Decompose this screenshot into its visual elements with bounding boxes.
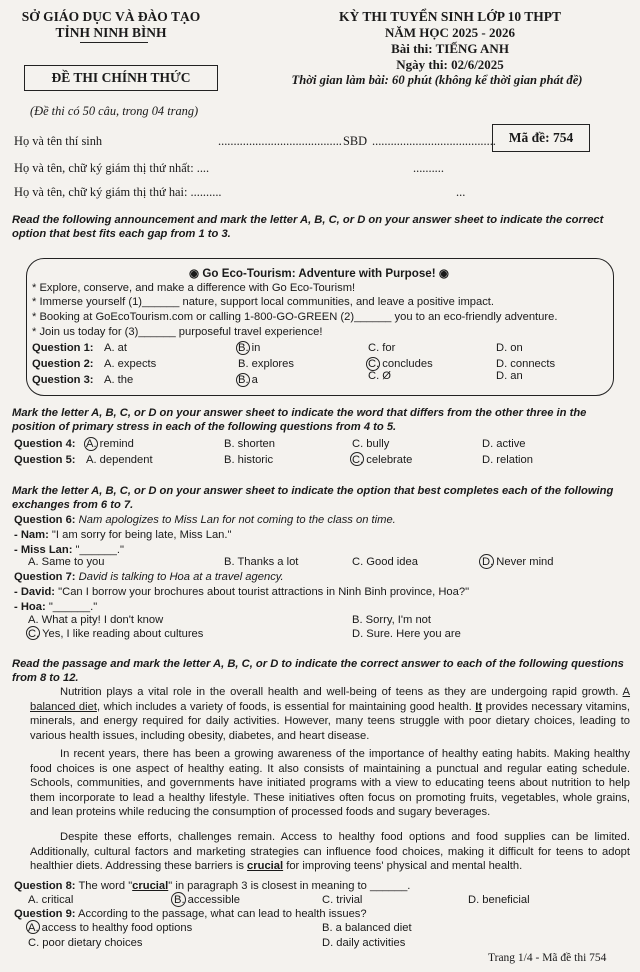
q6-label: Question 6:	[14, 514, 76, 526]
passage-paragraph-2: In recent years, there has been a growing awareness of the importance of healthy eating habits. Making healthy food choices is one aspect of healthy eating. It also consists of maintaining a punctual and regular eating schedule. Schools, communities, and governments have initiated programs with a view to educating teens about nutrition to help them incorporate to lead a healthy lifestyle. These initiatives often focus on promoting fruits, vegetables, whole grains, and lean proteins while reducing the consumption of processed foods and sugary beverages.	[30, 748, 630, 819]
underlined-pronoun: It	[475, 700, 483, 713]
section2-instruction: Mark the letter A, B, C, or D on your answer sheet to indicate the word that differs from the other three in the position of primary stress in each of the following questions from 4 to 5.	[12, 407, 587, 433]
q3-option-d: D. an	[496, 370, 523, 382]
proctor1-dots: ..........	[413, 161, 444, 175]
q6-option-d: D. Never mind	[482, 556, 554, 568]
time-allowed: Thời gian làm bài: 60 phút (không kể thời gian phát đề)	[291, 73, 583, 87]
q7-option-a: A. What a pity! I don't know	[28, 614, 164, 626]
q3-option-b: B. a	[238, 374, 258, 386]
q8-option-d: D. beneficial	[468, 894, 530, 906]
section4-instruction: Read the passage and mark the letter A, B, C, or D to indicate the correct answer to each of the following questions from 8 to 12.	[12, 658, 624, 684]
underlined-word: crucial	[247, 860, 284, 873]
utterance: "______."	[48, 601, 98, 613]
q8-option-c: C. trivial	[322, 894, 363, 906]
section1-instruction: Read the following announcement and mark the letter A, B, C, or D on your answer sheet to indicate the correct option that best fits each gap from 1 to 3.	[12, 214, 604, 240]
answer-circle	[479, 554, 494, 569]
q1-option-a: A. at	[104, 342, 128, 354]
q5-option-c: C. celebrate	[352, 454, 413, 466]
q6-context: Nam apologizes to Miss Lan for not coming to the class on time.	[78, 514, 396, 526]
q3-option-a: A. the	[104, 374, 134, 386]
q2-option-d: D. connects	[496, 358, 556, 370]
q9-option-d: D. daily activities	[322, 937, 406, 949]
q7-label: Question 7:	[14, 571, 76, 583]
answer-circle	[350, 452, 364, 466]
q7-context: David is talking to Hoa at a travel agency.	[78, 571, 284, 583]
answer-circle	[26, 626, 40, 640]
speaker: - Nam:	[14, 529, 49, 541]
q1-label: Question 1:	[32, 342, 94, 354]
announcement-line: * Booking at GoEcoTourism.com or calling 1-800-GO-GREEN (2)______ you to an eco-friendly adventure.	[32, 311, 558, 323]
answer-circle	[26, 920, 40, 934]
q5-option-d: D. relation	[482, 454, 533, 466]
q9-option-c: C. poor dietary choices	[28, 937, 143, 949]
q6-option-b: B. Thanks a lot	[224, 556, 299, 568]
header-rule	[80, 42, 148, 43]
q8-stem: Question 8: The word "crucial" in paragraph 3 is closest in meaning to ______.	[14, 880, 411, 892]
q7-line1	[14, 586, 469, 598]
q5-label: Question 5:	[14, 454, 76, 466]
utterance: "I am sorry for being late, Miss Lan."	[51, 529, 232, 541]
announcement-line: * Join us today for (3)______ purposeful travel experience!	[32, 326, 323, 338]
answer-circle	[84, 437, 98, 451]
q9-option-b: B. a balanced diet	[322, 922, 412, 934]
q6-line1	[14, 529, 231, 541]
proctor2-label: Họ và tên, chữ ký giám thị thứ hai: ..........	[14, 185, 222, 199]
q4-option-b: B. shorten	[224, 438, 275, 450]
exam-date: Ngày thi: 02/6/2025	[396, 57, 504, 72]
q7-option-c: C. Yes, I like reading about cultures	[28, 628, 204, 640]
sbd-label: SBD	[343, 134, 368, 148]
answer-circle	[236, 341, 250, 355]
announcement-line: * Immerse yourself (1)______ nature, support local communities, and leave a positive impact.	[32, 296, 495, 308]
q7-option-b: B. Sorry, I'm not	[352, 614, 432, 626]
q5-option-b: B. historic	[224, 454, 274, 466]
page-note: (Đề thi có 50 câu, trong 04 trang)	[30, 104, 199, 118]
proctor2-dots: ...	[456, 185, 466, 199]
candidate-name-label: Họ và tên thí sinh	[14, 134, 103, 148]
q1-option-c: C. for	[368, 342, 396, 354]
q8-option-a: A. critical	[28, 894, 74, 906]
section3-instruction: Mark the letter A, B, C, or D on your answer sheet to indicate the option that best completes each of the following exchanges from 6 to 7.	[12, 485, 614, 511]
q6-option-a: A. Same to you	[28, 556, 105, 568]
utterance: "Can I borrow your brochures about tourist attractions in Ninh Binh province, Hoa?"	[58, 586, 470, 598]
utterance: "______."	[75, 544, 124, 556]
q8-word: crucial	[132, 880, 169, 892]
q6-option-c: C. Good idea	[352, 556, 418, 568]
q8-option-b: B. accessible	[174, 894, 240, 906]
q4-option-c: C. bully	[352, 438, 390, 450]
q8-label: Question 8:	[14, 880, 76, 892]
candidate-name-dots: ........................................	[218, 134, 342, 148]
passage-paragraph-1: Nutrition plays a vital role in the overall health and well-being of teens as they are undergoing rapid growth. A balanced diet, which includes a variety of foods, is essential for maintaining good health. It provides necessary vitamins, minerals, and energy required for daily activities. However, many teens struggle with poor dietary choices, leading to various health issues, including obesity, diabetes, and heart disease.	[30, 686, 631, 742]
dept-name: SỞ GIÁO DỤC VÀ ĐÀO TẠO	[21, 9, 201, 24]
q2-option-b: B. explores	[238, 358, 294, 370]
q7-line2	[14, 601, 97, 613]
answer-circle	[236, 373, 250, 387]
announcement-line: * Explore, conserve, and make a difference with Go Eco-Tourism!	[32, 282, 356, 294]
q2-label: Question 2:	[32, 358, 94, 370]
q4-option-d: D. active	[482, 438, 526, 450]
school-year: NĂM HỌC 2025 - 2026	[385, 25, 515, 40]
province-name: TỈNH NINH BÌNH	[55, 25, 167, 40]
answer-circle	[171, 892, 186, 907]
proctor1-label: Họ và tên, chữ ký giám thị thứ nhất: ....	[14, 161, 210, 175]
sbd-dots: ........................................	[372, 134, 496, 148]
q9-label: Question 9:	[14, 908, 76, 920]
q9-stem: Question 9: According to the passage, what can lead to health issues?	[14, 908, 367, 920]
underlined-phrase: A balanced diet	[30, 686, 631, 713]
answer-circle	[366, 357, 380, 371]
q2-option-c: C. concludes	[368, 358, 433, 370]
exam-code-box: Mã đề: 754	[492, 124, 590, 152]
exam-title: KỲ THI TUYỂN SINH LỚP 10 THPT	[338, 9, 562, 24]
subject: Bài thi: TIẾNG ANH	[391, 41, 509, 56]
q9-option-a: A. access to healthy food options	[28, 922, 193, 934]
passage-paragraph-3: Despite these efforts, challenges remain. Access to healthy food options and food supplies can be limited. Additionally, cultural factors and marketing strategies can influence food choices, making it difficult for teens to adopt healthier diets. Addressing these barriers is crucial for improving teens' physical and mental health.	[30, 831, 630, 873]
official-exam-box: ĐỀ THI CHÍNH THỨC	[24, 65, 218, 91]
q3-label: Question 3:	[32, 374, 94, 386]
q7-option-d: D. Sure. Here you are	[352, 628, 461, 640]
q5-option-a: A. dependent	[86, 454, 153, 466]
q1-option-b: B. in	[238, 342, 261, 354]
q7-stem	[14, 571, 284, 583]
speaker: - Miss Lan:	[14, 544, 73, 556]
globe-icon: ◉	[189, 267, 200, 280]
q6-line2	[14, 544, 124, 556]
q2-option-a: A. expects	[104, 358, 157, 370]
page-footer: Trang 1/4 - Mã đề thi 754	[488, 952, 607, 964]
q3-option-c: C. Ø	[368, 370, 391, 382]
q4-option-a: A. remind	[86, 438, 134, 450]
q6-stem	[14, 514, 396, 526]
speaker: - Hoa:	[14, 601, 46, 613]
globe-icon: ◉	[438, 267, 449, 280]
q1-option-d: D. on	[496, 342, 523, 354]
q4-label: Question 4:	[14, 438, 76, 450]
speaker: - David:	[14, 586, 56, 598]
announcement-title-row	[26, 266, 612, 280]
announcement-title: Go Eco-Tourism: Adventure with Purpose!	[202, 267, 436, 280]
